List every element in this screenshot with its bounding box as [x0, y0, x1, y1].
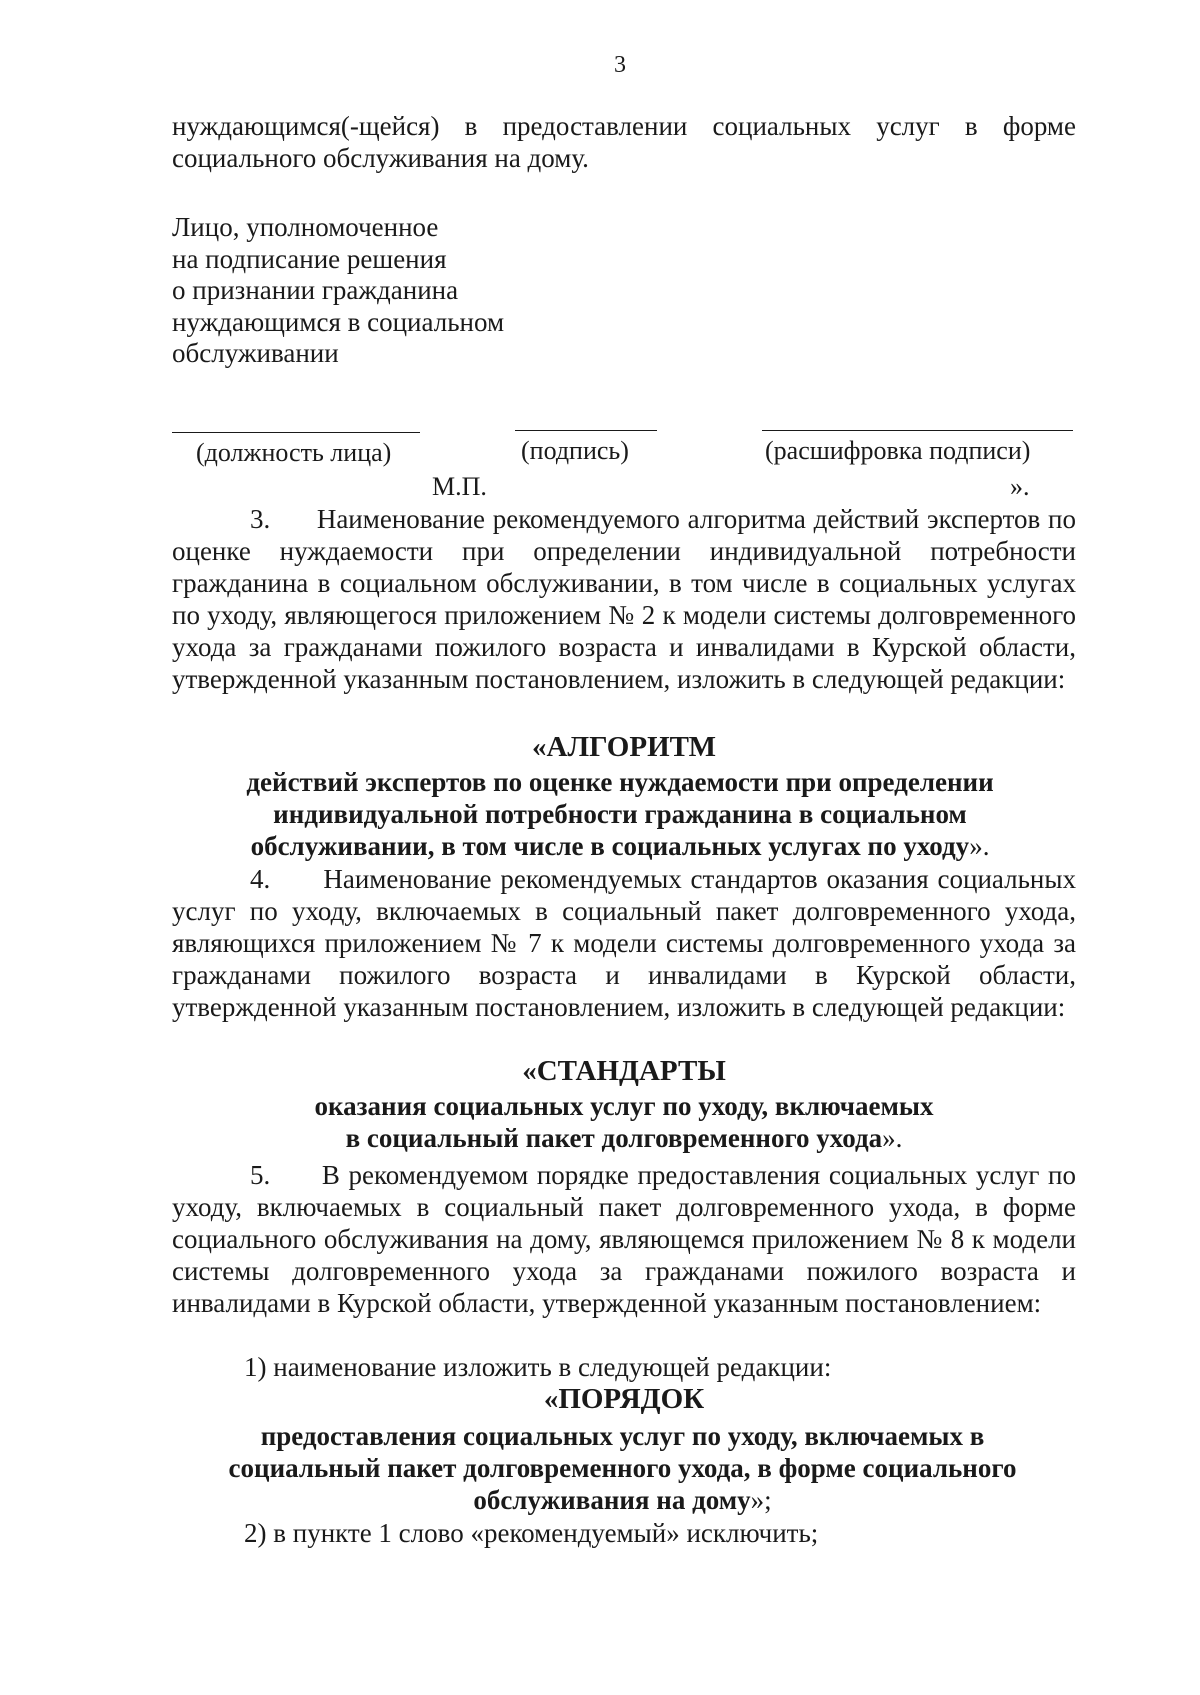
standards-subtitle-line: в социальный пакет долговременного ухода: [345, 1123, 883, 1153]
order-subtitle-text: предоставления социальных услуг по уходу, включаемых в социальный пакет долговременного ухода, в форме социального обслуживания на дому: [228, 1421, 1017, 1515]
signatory-line: на подписание решения: [172, 243, 447, 274]
closing-quote: ».: [1010, 472, 1030, 501]
algorithm-subtitle: [220, 766, 1020, 862]
item-5-paragraph: 5. В рекомендуемом порядке предоставления социальных услуг по уходу, включаемых в социальный пакет долговременного ухода, в форме социального обслуживания на дому, являющемся приложением № 8 к модели системы долговременного ухода за гражданами пожилого возраста и инвалидами в Курской области, утвержденной указанным постановлением:: [172, 1160, 1076, 1318]
algorithm-title: «АЛГОРИТМ: [532, 731, 716, 763]
order-subtitle-suffix: »;: [750, 1485, 772, 1515]
signature-line: [515, 430, 657, 431]
order-subtitle: [205, 1420, 1040, 1516]
signatory-line: о признании гражданина: [172, 275, 459, 305]
item-3-paragraph: 3. Наименование рекомендуемого алгоритма действий экспертов по оценке нуждаемости при определении индивидуальной потребности гражданина в социальном обслуживании, в том числе в социальных услугах по уходу, являющегося приложением № 2 к модели системы долговременного ухода за гражданами пожилого возраста и инвалидами в Курской области, утвержденной указанным постановлением, изложить в следующей редакции:: [172, 504, 1076, 694]
standards-title: «СТАНДАРТЫ: [522, 1055, 726, 1087]
decoding-signature-line: [762, 430, 1073, 431]
signatory-line: Лицо, уполномоченное: [172, 212, 439, 242]
decoding-label: (расшифровка подписи): [765, 436, 1031, 465]
order-title: «ПОРЯДОК: [543, 1383, 705, 1415]
intro-paragraph: нуждающимся(-щейся) в предоставлении социальных услуг в форме социального обслуживания на дому.: [172, 111, 1076, 173]
stamp-placeholder: М.П.: [432, 472, 487, 501]
algorithm-subtitle-suffix: ».: [969, 831, 990, 861]
subitem-2: 2) в пункте 1 слово «рекомендуемый» исключить;: [244, 1518, 819, 1548]
position-label: (должность лица): [196, 438, 392, 467]
standards-subtitle: [172, 1090, 1076, 1154]
item-4-paragraph: 4. Наименование рекомендуемых стандартов оказания социальных услуг по уходу, включаемых в социальный пакет долговременного ухода, являющихся приложением № 7 к модели системы долговременного ухода за гражданами пожилого возраста и инвалидами в Курской области, утвержденной указанным постановлением, изложить в следующей редакции:: [172, 864, 1076, 1022]
subitem-1: 1) наименование изложить в следующей редакции:: [244, 1352, 832, 1382]
standards-subtitle-suffix: ».: [882, 1123, 903, 1153]
algorithm-subtitle-text: действий экспертов по оценке нуждаемости при определении индивидуальной потребности гражданина в социальном обслуживании, в том числе в социальных услугах по уходу: [246, 767, 994, 861]
signatory-block: [172, 212, 1076, 370]
signatory-line: обслуживании: [172, 338, 339, 368]
standards-subtitle-line: оказания социальных услуг по уходу, включаемых: [314, 1091, 934, 1121]
signatory-line: нуждающимся в социальном: [172, 306, 505, 337]
position-signature-line: [172, 432, 420, 433]
page-number: 3: [614, 52, 626, 78]
signature-label: (подпись): [521, 436, 629, 465]
